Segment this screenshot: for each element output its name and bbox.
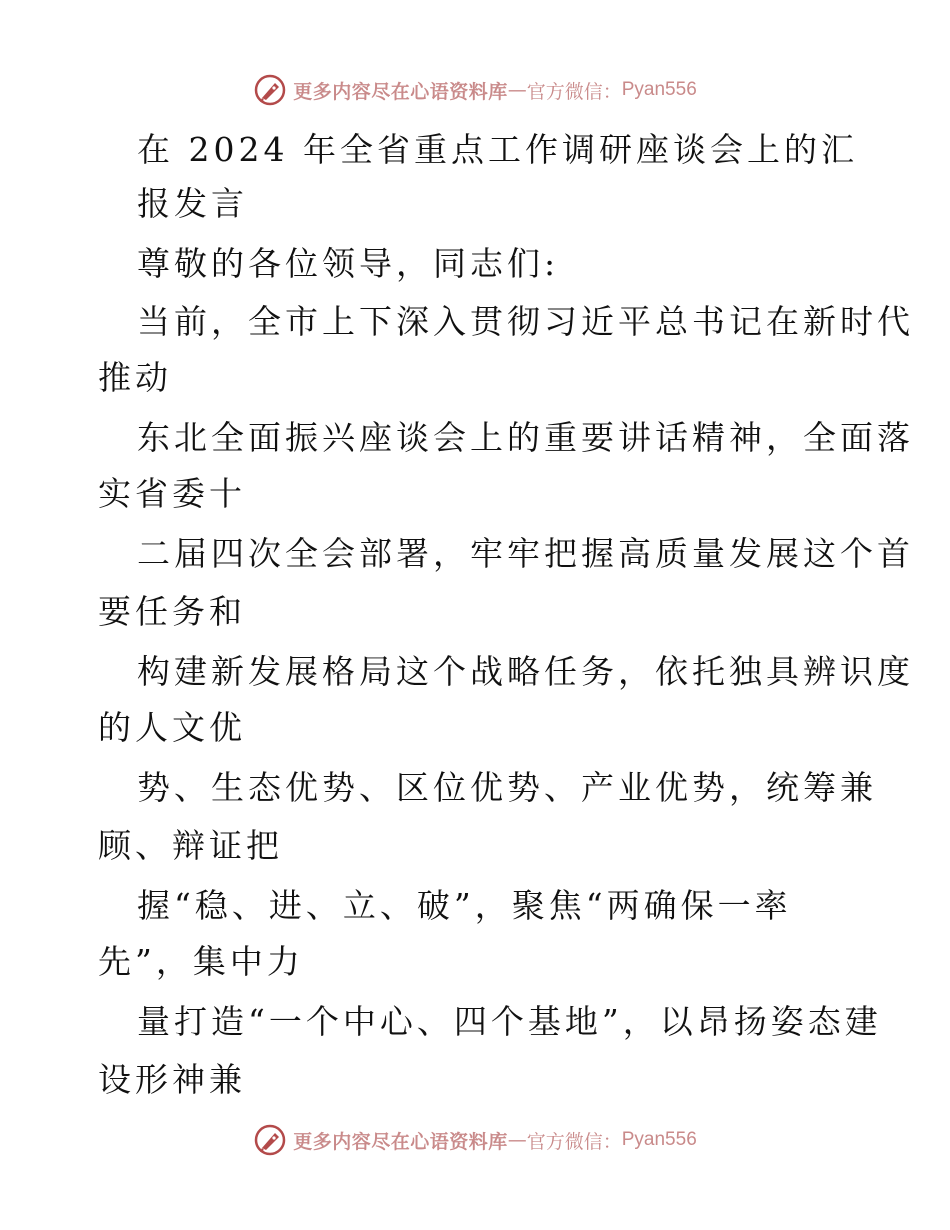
watermark-promo-text: 更多内容尽在心语资料库: [293, 1130, 508, 1153]
body-line: 要任务和: [98, 592, 246, 631]
body-line: 量打造“一个中心、四个基地”，以昂扬姿态建: [137, 1002, 882, 1041]
watermark-contact-id: Pyan556: [621, 79, 697, 100]
body-line: 的人文优: [98, 708, 246, 747]
title-line-1: 在 2024 年全省重点工作调研座谈会上的汇: [137, 130, 858, 169]
watermark-promo-text: 更多内容尽在心语资料库: [293, 80, 508, 103]
watermark-contact-label: 官方微信：: [526, 80, 622, 103]
body-line: 东北全面振兴座谈会上的重要讲话精神，全面落: [137, 418, 914, 457]
body-line: 设形神兼: [98, 1060, 246, 1099]
footer-watermark: [0, 1120, 950, 1160]
header-watermark: [0, 70, 950, 110]
title-line-2: 报发言: [137, 184, 248, 223]
body-line: 当前，全市上下深入贯彻习近平总书记在新时代: [137, 302, 914, 341]
salutation-line: 尊敬的各位领导，同志们:: [137, 244, 560, 283]
body-line: 势、生态优势、区位优势、产业优势，统筹兼: [137, 768, 877, 807]
watermark-contact-label: 官方微信：: [526, 1130, 622, 1153]
watermark-separator: —: [507, 1129, 527, 1151]
body-line: 构建新发展格局这个战略任务，依托独具辨识度: [137, 652, 914, 691]
body-line: 实省委十: [98, 474, 246, 513]
body-line: 推动: [98, 358, 172, 397]
watermark-separator: —: [507, 79, 527, 101]
pen-nib-logo-icon: [253, 73, 287, 107]
body-line: 握“稳、进、立、破”，聚焦“两确保一率: [137, 886, 792, 925]
body-line: 先”，集中力: [98, 942, 304, 981]
pen-nib-logo-icon: [253, 1123, 287, 1157]
body-line: 顾、辩证把: [98, 826, 283, 865]
watermark-contact-id: Pyan556: [621, 1129, 697, 1150]
body-line: 二届四次全会部署，牢牢把握高质量发展这个首: [137, 534, 914, 573]
